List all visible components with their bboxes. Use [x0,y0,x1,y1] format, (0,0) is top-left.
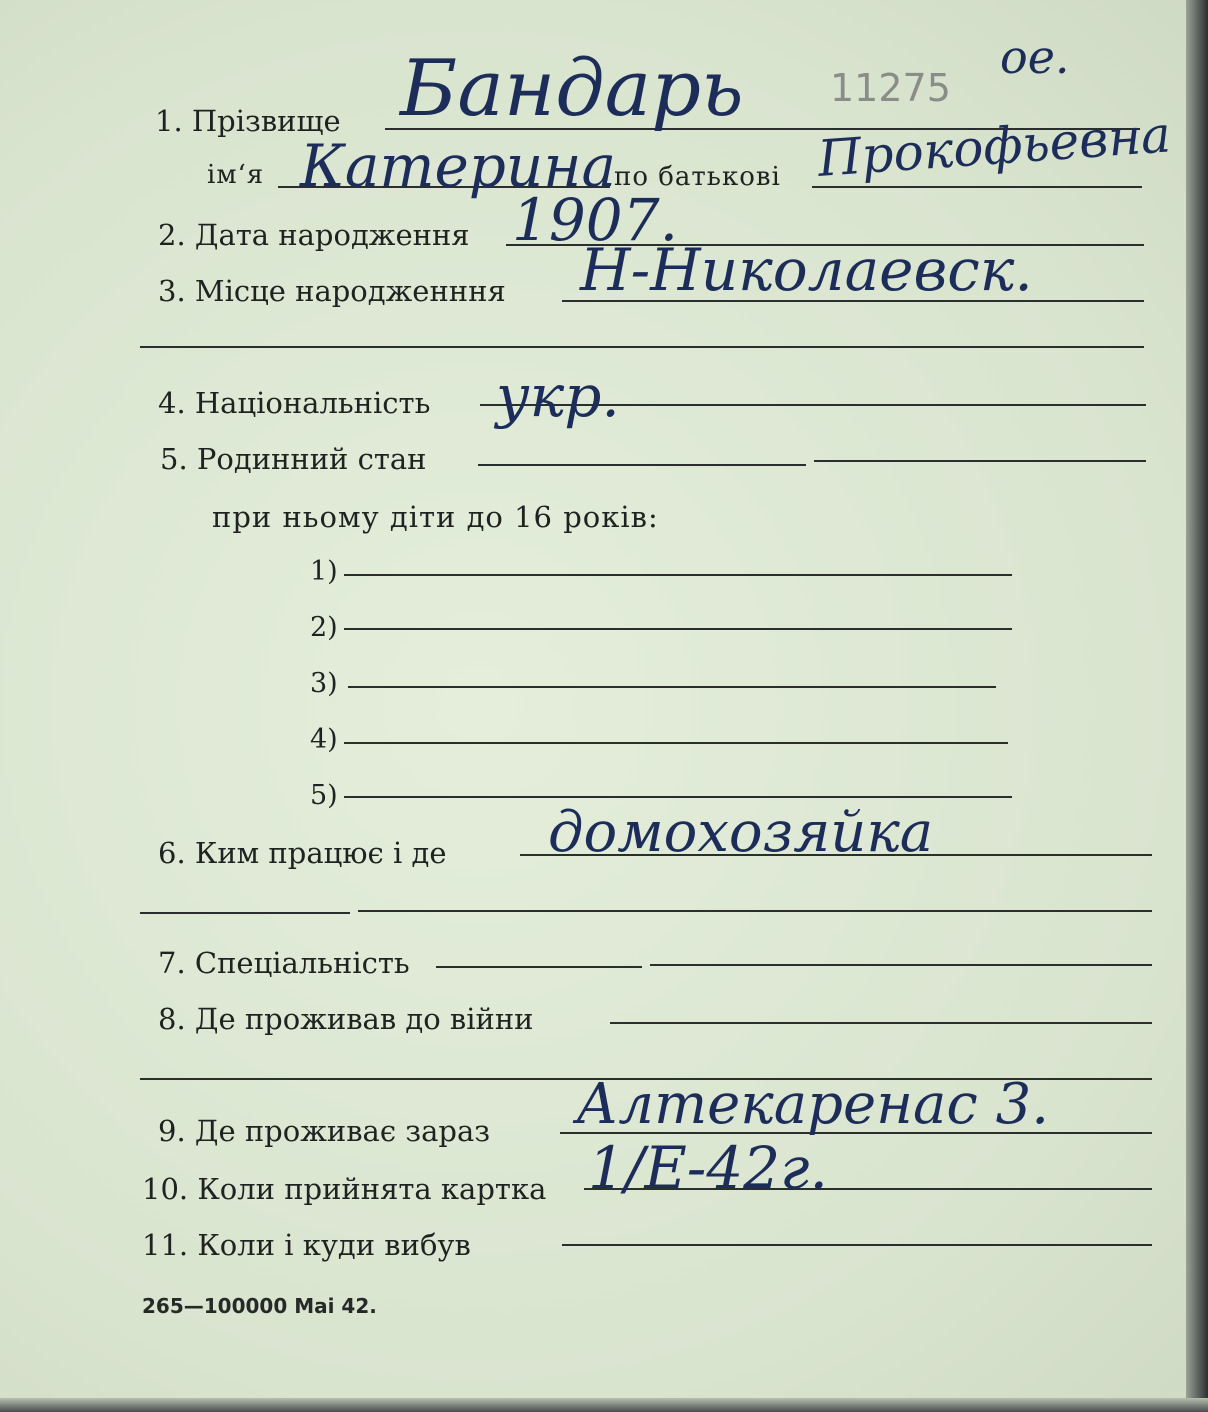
print-code: 265—100000 Маі 42. [142,1294,377,1318]
birthplace-continuation-line [140,346,1144,348]
page-bottom-edge [0,1398,1208,1412]
child-1-label: 1) [310,556,338,587]
children-label: при ньому діти до 16 років: [212,500,659,534]
birth-year-handwriting: 1907. [512,186,679,254]
patronymic-handwriting: Прокофьевна [815,105,1173,188]
occupation-continuation-line-a [140,912,350,914]
birthplace-label: 3. Місце народженння [158,274,506,308]
page-edge-shadow [1186,0,1208,1412]
family-status-label: 5. Родинний стан [160,442,427,476]
surname-label: 1. Прізвище [155,104,341,138]
child-1-line [344,574,1012,576]
first-name-handwriting: Катерина [300,132,617,200]
specialty-line-a [436,966,642,968]
child-4-label: 4) [310,724,338,755]
card-date-label: 10. Коли прийнята картка [142,1172,547,1206]
surname-suffix-handwriting: ое. [1000,30,1070,84]
child-3-line [348,686,996,688]
prewar-residence-label: 8. Де проживав до війни [158,1002,534,1036]
child-2-label: 2) [310,612,338,643]
family-status-line-b [814,460,1146,462]
patronymic-label: по батькові [614,162,781,192]
child-5-line [344,796,1012,798]
birth-date-label: 2. Дата народження [158,218,470,252]
prewar-residence-line [610,1022,1152,1024]
family-status-line-a [478,464,806,466]
current-residence-label: 9. Де проживає зараз [158,1114,491,1148]
card-date-handwriting: 1/Е-42г. [588,1134,828,1202]
child-5-label: 5) [310,780,338,811]
occupation-continuation-line-b [358,910,1152,912]
surname-handwriting: Бандарь [400,44,744,134]
child-2-line [344,628,1012,630]
departure-label: 11. Коли і куди вибув [142,1228,471,1262]
first-name-label: ім‘я [207,160,265,190]
birthplace-handwriting: Н-Николаевск. [580,236,1033,304]
specialty-label: 7. Спеціальність [158,946,410,980]
pencil-number: 11275 [830,66,951,110]
child-4-line [344,742,1008,744]
nationality-handwriting: укр. [496,362,620,430]
departure-line [562,1244,1152,1246]
nationality-label: 4. Національність [158,386,431,420]
child-3-label: 3) [310,668,338,699]
occupation-label: 6. Ким працює і де [158,836,447,870]
specialty-line-b [650,964,1152,966]
occupation-handwriting: домохозяйка [548,800,934,865]
address-handwriting: Алтекаренас 3. [576,1072,1049,1137]
patronymic-line [812,186,1142,188]
